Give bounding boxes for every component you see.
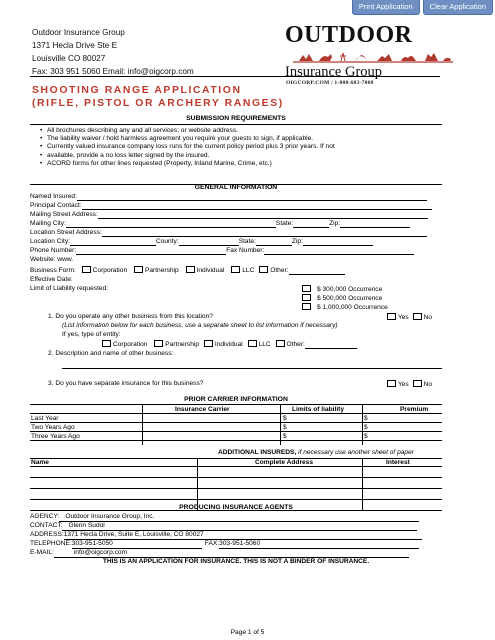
contact-label: CONTACT: xyxy=(30,522,63,529)
page-number: Page 1 of 5 xyxy=(230,629,265,636)
entity-llc-checkbox[interactable] xyxy=(248,340,257,347)
mailing-street-label: Mailing Street Address: xyxy=(30,211,98,218)
location-state-label: State: xyxy=(238,238,256,245)
table-row[interactable] xyxy=(30,489,442,500)
agents-heading-text: PRODUCING INSURANCE AGENTS xyxy=(179,504,293,511)
location-city-field[interactable] xyxy=(70,239,156,246)
q1-no-label: No xyxy=(423,314,432,321)
submission-item: • The liability waiver / hold harmless agreement you require your guests to sign, if applicable. xyxy=(40,135,440,143)
phone-field[interactable] xyxy=(76,248,226,255)
column-divider xyxy=(142,405,143,445)
logo-wildlife-art-icon xyxy=(293,51,453,63)
additional-header-row xyxy=(30,458,442,467)
effective-date-row xyxy=(30,276,442,284)
col-premium: Premium xyxy=(400,405,429,413)
q3-yes-checkbox[interactable] xyxy=(387,380,396,387)
named-insured-label: Named Insured: xyxy=(30,193,77,200)
website-row xyxy=(30,256,442,264)
limits-dollar: $ xyxy=(283,414,287,422)
col-limits: Limits of liability xyxy=(292,405,345,413)
business-form-label: Business Form: xyxy=(30,267,76,274)
individual-checkbox[interactable] xyxy=(186,266,195,273)
individual-label: Individual xyxy=(196,267,225,274)
entity-partnership-label: Partnership xyxy=(165,341,200,348)
col-name: Name xyxy=(31,459,49,466)
table-row xyxy=(30,414,442,423)
entity-individual-checkbox[interactable] xyxy=(204,340,213,347)
named-insured-row xyxy=(30,193,442,201)
named-insured-field[interactable] xyxy=(77,194,427,201)
entity-llc-label: LLC xyxy=(258,341,271,348)
limit-300k-checkbox[interactable] xyxy=(302,285,311,292)
other-field[interactable] xyxy=(289,268,345,275)
entity-type-row xyxy=(100,340,495,349)
q3-no-checkbox[interactable] xyxy=(413,380,422,387)
clear-application-button[interactable]: Clear Application xyxy=(423,0,493,15)
location-zip-label: Zip: xyxy=(291,238,303,245)
table-row[interactable] xyxy=(30,478,442,489)
limit-label: Limit of Liability requested: xyxy=(30,285,109,292)
limit-500k-label: $ 500,000 Occurrence xyxy=(317,295,383,302)
corporation-label: Corporation xyxy=(92,267,128,274)
corporation-checkbox[interactable] xyxy=(82,266,91,273)
q3-no-label: No xyxy=(423,381,432,388)
location-street-field[interactable] xyxy=(102,230,427,237)
contact-value: Glenn Sudol xyxy=(62,522,417,531)
address-row xyxy=(30,531,442,540)
column-divider xyxy=(280,405,281,445)
submission-item-continued: • available, provide a no loss letter signed by the insured. xyxy=(40,152,440,160)
question-1-row xyxy=(48,313,442,321)
limit-options xyxy=(300,285,445,312)
address-value: 1371 Hecla Drive, Suite E, Louisville, CO 80027 xyxy=(64,531,422,540)
telephone-row xyxy=(30,540,442,549)
logo-subtitle: Insurance Group xyxy=(285,64,383,80)
agency-value: Outdoor Insurance Group, Inc. xyxy=(59,513,419,522)
prior-carrier-table xyxy=(30,404,442,441)
table-row[interactable] xyxy=(30,467,442,478)
entity-other-field[interactable] xyxy=(305,342,357,349)
mailing-city-row xyxy=(30,220,442,228)
premium-dollar: $ xyxy=(364,414,368,422)
llc-checkbox[interactable] xyxy=(231,266,240,273)
location-zip-field[interactable] xyxy=(303,239,373,246)
mailing-zip-label: Zip: xyxy=(329,220,341,227)
additional-heading-text: ADDITIONAL INSUREDS, xyxy=(218,449,297,456)
business-form-row xyxy=(30,266,442,275)
phone-label: Phone Number: xyxy=(30,247,77,254)
question-1-text: 1. Do you operate any other business from this location? xyxy=(48,313,213,320)
premium-dollar: $ xyxy=(364,423,368,431)
agent-fax-label: FAX: xyxy=(204,540,220,547)
column-divider xyxy=(362,405,363,445)
company-name: Outdoor Insurance Group xyxy=(32,28,125,37)
limit-300k-label: $ 300,000 Occurrence xyxy=(317,286,383,293)
additional-insureds-table xyxy=(30,449,442,511)
entity-partnership-checkbox[interactable] xyxy=(154,340,163,347)
location-city-label: Location City: xyxy=(30,238,70,245)
q1-yes-checkbox[interactable] xyxy=(387,313,396,320)
submission-heading xyxy=(30,115,442,125)
company-street: 1371 Hecla Drive Ste E xyxy=(32,41,118,50)
question-1-if: If yes, type of entity: xyxy=(62,331,121,338)
title-line-2: (RIFLE, PISTOL OR ARCHERY RANGES) xyxy=(32,98,284,109)
print-application-button[interactable]: Print Application xyxy=(352,0,420,15)
entity-individual-label: Individual xyxy=(214,341,243,348)
telephone-value: 303-951-5050 xyxy=(72,540,202,549)
limit-500k-checkbox[interactable] xyxy=(302,294,311,301)
col-carrier: Insurance Carrier xyxy=(175,405,230,413)
location-city-row xyxy=(30,238,442,246)
llc-label: LLC xyxy=(242,267,255,274)
principal-contact-field[interactable] xyxy=(82,203,432,210)
row-label: Two Years Ago xyxy=(31,423,75,431)
county-label: County: xyxy=(155,238,179,245)
agency-row xyxy=(30,513,442,522)
question-1-note: (List information below for each business, use a separate sheet to list information if necessary) xyxy=(62,322,338,329)
table-row xyxy=(30,432,442,441)
company-contact: Fax: 303 951 5060 Email: info@oigcorp.com xyxy=(32,67,194,76)
limit-1m-checkbox[interactable] xyxy=(302,303,311,310)
principal-contact-label: Principal Contact: xyxy=(30,202,82,209)
mailing-city-label: Mailing City: xyxy=(30,220,66,227)
logo-web: OIGCORP.COM / 1-888-683-7808 xyxy=(286,80,374,86)
submission-item: • All brochures describing any and all services; or website address. xyxy=(40,127,440,135)
row-label: Three Years Ago xyxy=(31,432,80,440)
mailing-city-field[interactable] xyxy=(66,221,276,228)
telephone-label: TELEPHONE: xyxy=(30,540,72,547)
email-value: info@oigcorp.com xyxy=(54,549,409,558)
general-heading-text: GENERAL INFORMATION xyxy=(194,184,278,191)
col-interest: Interest xyxy=(386,459,410,466)
website-label: Website: www. xyxy=(30,256,74,263)
entity-corporation-checkbox[interactable] xyxy=(102,340,111,347)
email-label: E-MAIL: xyxy=(30,549,54,556)
mailing-state-field[interactable] xyxy=(293,221,329,228)
premium-dollar: $ xyxy=(364,432,368,440)
mailing-street-field[interactable] xyxy=(98,212,428,219)
limits-dollar: $ xyxy=(283,432,287,440)
prior-carrier-heading-text: PRIOR CARRIER INFORMATION xyxy=(184,396,288,403)
question-3-row xyxy=(48,380,442,388)
other-checkbox[interactable] xyxy=(259,266,268,273)
location-street-label: Location Street Address: xyxy=(30,229,102,236)
col-address: Complete Address xyxy=(255,459,314,466)
q1-yes-label: Yes xyxy=(397,314,409,321)
prior-carrier-header-row xyxy=(30,405,442,414)
submission-list xyxy=(40,127,440,168)
q1-no-checkbox[interactable] xyxy=(413,313,422,320)
location-street-row xyxy=(30,229,442,237)
mailing-street-row xyxy=(30,211,442,219)
additional-insureds-heading xyxy=(30,449,442,458)
entity-other-label: Other: xyxy=(286,341,305,348)
mailing-zip-field[interactable] xyxy=(340,221,410,228)
question-2-text: 2. Description and name of other business: xyxy=(48,350,174,357)
company-logo xyxy=(285,20,465,95)
agents-block xyxy=(30,513,442,567)
agents-heading xyxy=(30,504,442,512)
table-row xyxy=(30,423,442,432)
entity-other-checkbox[interactable] xyxy=(276,340,285,347)
title-line-1: SHOOTING RANGE APPLICATION xyxy=(32,85,242,96)
contact-row xyxy=(30,522,442,531)
company-address-block xyxy=(32,26,194,78)
q3-yes-label: Yes xyxy=(397,381,409,388)
address-label: ADDRESS: xyxy=(30,531,64,538)
agent-fax-value: 303-951-5060 xyxy=(219,540,419,549)
partnership-checkbox[interactable] xyxy=(134,266,143,273)
limit-1m-label: $ 1,000,000 Occurrence xyxy=(317,304,388,311)
submission-heading-text: SUBMISSION REQUIREMENTS xyxy=(30,115,442,125)
mailing-state-label: State: xyxy=(275,220,294,227)
email-row xyxy=(30,549,442,558)
fax-field[interactable] xyxy=(264,248,414,255)
location-state-field[interactable] xyxy=(256,239,292,246)
toolbar xyxy=(352,0,493,15)
row-label: Last Year xyxy=(31,414,59,422)
additional-heading-note: if necessary use another sheet of paper xyxy=(296,449,414,456)
page-title xyxy=(32,84,284,110)
disclaimer: THIS IS AN APPLICATION FOR INSURANCE. THIS IS NOT A BINDER OF INSURANCE. xyxy=(102,558,370,565)
question-2-row xyxy=(48,350,460,358)
fax-label: Fax Number: xyxy=(226,247,265,254)
question-3-text: 3. Do you have separate insurance for this business? xyxy=(48,380,204,387)
effective-date-label: Effective Date: xyxy=(30,276,73,283)
company-city: Louisville CO 80027 xyxy=(32,54,106,63)
submission-item: • ACORD forms for other lines requested (Property, Inland Marine, Crime, etc.) xyxy=(40,160,440,168)
partnership-label: Partnership xyxy=(144,267,179,274)
other-label: Other: xyxy=(270,267,289,274)
entity-corporation-label: Corporation xyxy=(113,341,148,348)
agency-label: AGENCY: xyxy=(30,513,60,520)
logo-wordmark: OUTDOOR xyxy=(285,22,413,48)
phone-row xyxy=(30,247,442,255)
limits-dollar: $ xyxy=(283,423,287,431)
header-divider xyxy=(30,76,440,77)
question-2-answer-line[interactable] xyxy=(62,360,442,369)
principal-contact-row xyxy=(30,202,442,210)
general-top-rule xyxy=(30,184,442,185)
submission-item: • Currently valued insurance company loss runs for the current policy period plus 3 prior years. If not xyxy=(40,143,440,151)
county-field[interactable] xyxy=(179,239,239,246)
